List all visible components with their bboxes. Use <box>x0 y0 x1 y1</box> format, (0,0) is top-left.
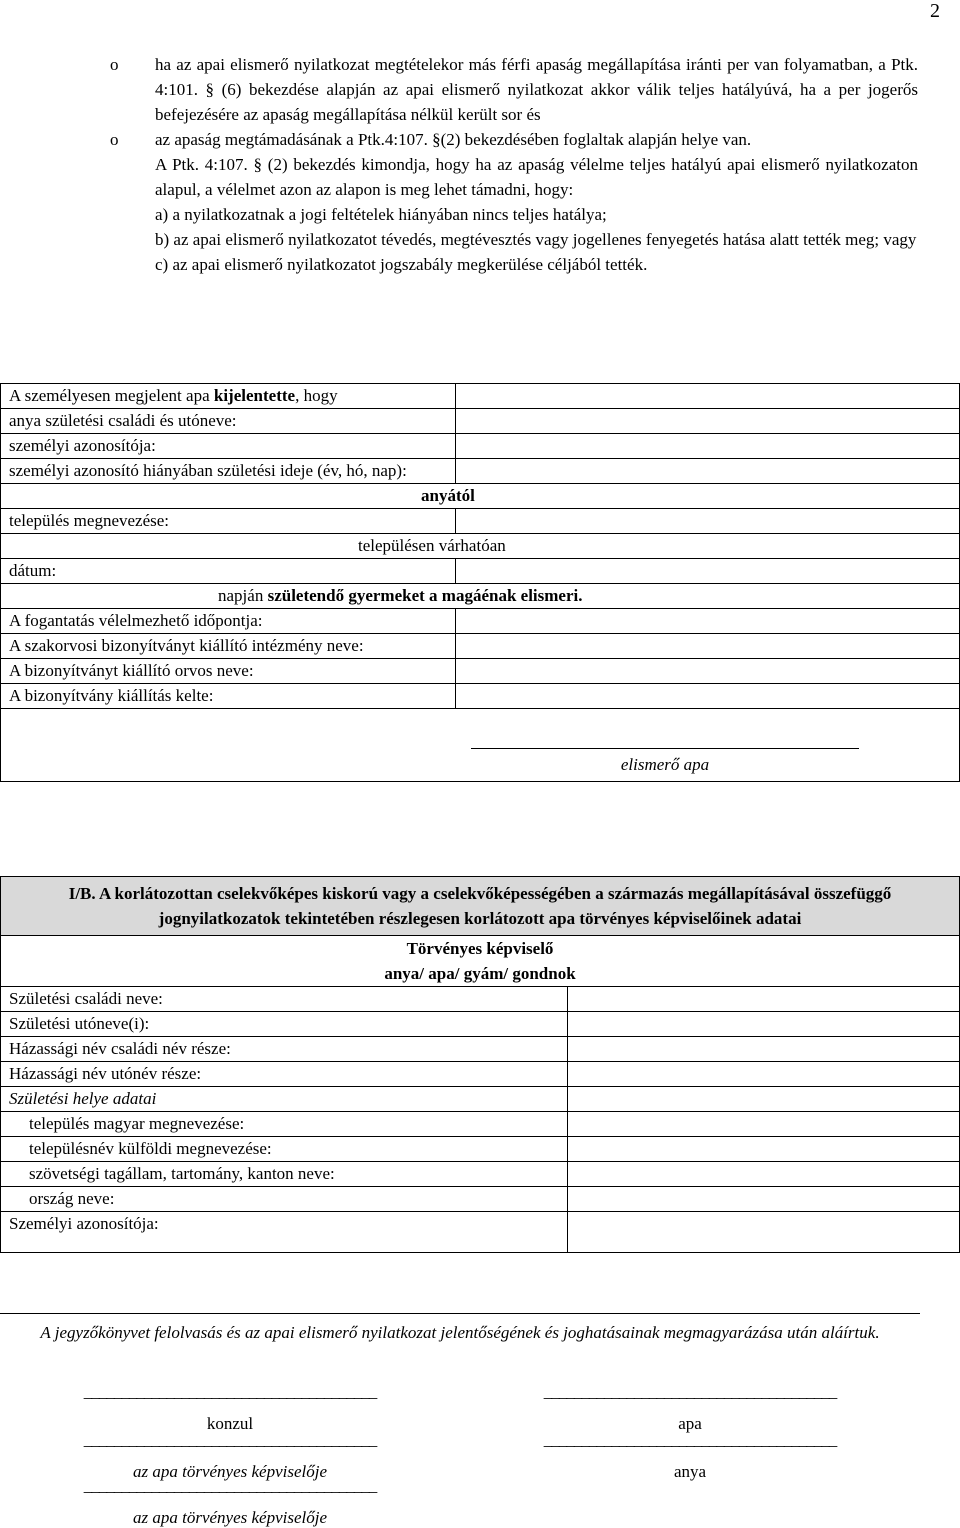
signature-line <box>471 748 859 749</box>
bullet-marker: o <box>110 55 119 74</box>
ptk-paragraph-line: b) az apai elismerő nyilatkozatot tévedés, megtévesztés vagy jogellenes fenyegetés hatása alatt tették meg; vagy <box>155 230 917 249</box>
consul-label: konzul <box>206 1414 254 1433</box>
subtitle-roles: anya/ apa/ gyám/ gondnok <box>384 964 576 983</box>
signature-line: _______________________________________ <box>83 1430 377 1449</box>
country-field[interactable] <box>568 1187 960 1212</box>
birthplace-heading-cell <box>568 1087 960 1112</box>
representative-table <box>0 876 960 1253</box>
personal-id-label: Személyi azonosítója: <box>1 1212 568 1253</box>
section-ib-subtitle <box>1 936 960 987</box>
declaration-intro <box>1 384 456 409</box>
conception-label: A fogantatás vélelmezhető időpontja: <box>1 609 456 634</box>
father-rep-1-label: az apa törvényes képviselője <box>132 1462 327 1481</box>
state-province-field[interactable] <box>568 1162 960 1187</box>
signature-line: _______________________________________ <box>543 1382 837 1401</box>
declaration-intro-bold: kijelentette <box>213 386 296 405</box>
mother-name-label: anya születési családi és utóneve: <box>1 409 456 434</box>
bullet-text-2: az apaság megtámadásának a Ptk.4:107. §(2) bekezdésében foglaltak alapján helye van. <box>155 130 752 149</box>
bullet-text-1: ha az apai elismerő nyilatkozat megtételekor más férfi apaság megállapítása iránti per van folyamatban, a Ptk. 4:101. § (6) bekezdése alapján az apai elismerő nyilatkozat akkor válik teljes hatályúvá, ha a per jogerős befejezésére az apaság megállapítása nélkül került sor és <box>155 55 918 124</box>
signature-line: _______________________________________ <box>543 1430 837 1449</box>
declaration-intro-text: A személyesen megjelent apa <box>9 386 214 405</box>
page-number: 2 <box>930 0 940 22</box>
ptk-paragraph <box>155 152 918 277</box>
married-family-name-label: Házassági név családi név része: <box>1 1037 568 1062</box>
settlement-hu-field[interactable] <box>568 1112 960 1137</box>
settlement-foreign-field[interactable] <box>568 1137 960 1162</box>
expected-at-row: településen várhatóan <box>1 534 960 559</box>
father-rep-2-label: az apa törvényes képviselője <box>132 1508 327 1527</box>
birth-given-name-label: Születési utóneve(i): <box>1 1012 568 1037</box>
father-signature <box>510 1382 870 1434</box>
father-rep-2-signature <box>50 1476 410 1528</box>
declaration-intro-value[interactable] <box>456 384 960 409</box>
child-acknowledgement-row <box>1 584 960 609</box>
declaration-intro-suffix: , hogy <box>295 386 338 405</box>
ptk-paragraph-line: c) az apai elismerő nyilatkozatot jogszabály megkerülése céljából tették. <box>155 255 648 274</box>
certificate-institution-field[interactable] <box>456 634 960 659</box>
settlement-label: település megnevezése: <box>1 509 456 534</box>
doctor-label: A bizonyítványt kiállító orvos neve: <box>1 659 456 684</box>
conception-field[interactable] <box>456 609 960 634</box>
birth-date-label: személyi azonosító hiányában születési ideje (év, hó, nap): <box>1 459 456 484</box>
married-given-name-field[interactable] <box>568 1062 960 1087</box>
birth-date-field[interactable] <box>456 459 960 484</box>
settlement-foreign-label: településnév külföldi megnevezése: <box>1 1137 568 1162</box>
mother-name-field[interactable] <box>456 409 960 434</box>
legal-intro <box>110 52 918 277</box>
from-mother-row: anyától <box>1 484 960 509</box>
id-number-label: személyi azonosítója: <box>1 434 456 459</box>
signature-line: _______________________________________ <box>83 1476 377 1495</box>
settlement-field[interactable] <box>456 509 960 534</box>
married-given-name-label: Házassági név utónév része: <box>1 1062 568 1087</box>
bullet-item-2 <box>110 127 918 152</box>
bullet-item-1 <box>110 52 918 127</box>
birth-given-name-field[interactable] <box>568 1012 960 1037</box>
date-field[interactable] <box>456 559 960 584</box>
settlement-hu-label: település magyar megnevezése: <box>1 1112 568 1137</box>
birthplace-heading: Születési helye adatai <box>1 1087 568 1112</box>
father-rep-1-signature <box>50 1430 410 1482</box>
doctor-field[interactable] <box>456 659 960 684</box>
date-label: dátum: <box>1 559 456 584</box>
subtitle-representative: Törvényes képviselő <box>406 939 554 958</box>
closing-note: A jegyzőkönyvet felolvasás és az apai elismerő nyilatkozat jelentőségének és joghatásainak megmagyarázása után aláírtuk. <box>40 1323 880 1342</box>
state-province-label: szövetségi tagállam, tartomány, kanton neve: <box>1 1162 568 1187</box>
signature-line: _______________________________________ <box>83 1382 377 1401</box>
ptk-paragraph-line: A Ptk. 4:107. § (2) bekezdés kimondja, hogy ha az apaság vélelme teljes hatályú apai elismerő nyilatkozaton alapul, a vélelmet azon az alapon is meg lehet támadni, hogy: <box>155 155 918 199</box>
divider-line <box>0 1313 920 1314</box>
married-family-name-field[interactable] <box>568 1037 960 1062</box>
birth-family-name-label: Születési családi neve: <box>1 987 568 1012</box>
id-number-field[interactable] <box>456 434 960 459</box>
father-label: apa <box>678 1414 702 1433</box>
section-ib-title: I/B. A korlátozottan cselekvőképes kiskorú vagy a cselekvőképességében a származás megállapításával összefüggő jognyilatkozatok tekintetében részlegesen korlátozott apa törvényes képviselőinek adatai <box>1 877 960 936</box>
bullet-marker: o <box>110 130 119 149</box>
cert-date-label: A bizonyítvány kiállítás kelte: <box>1 684 456 709</box>
birth-family-name-field[interactable] <box>568 987 960 1012</box>
mother-label: anya <box>673 1462 707 1481</box>
consul-signature <box>50 1382 410 1434</box>
cert-date-field[interactable] <box>456 684 960 709</box>
child-bold-text: születendő gyermeket a magáénak elismeri. <box>267 586 583 605</box>
personal-id-field[interactable] <box>568 1212 960 1253</box>
country-label: ország neve: <box>1 1187 568 1212</box>
signature-row <box>1 709 960 782</box>
certificate-institution-label: A szakorvosi bizonyítványt kiállító intézmény neve: <box>1 634 456 659</box>
mother-signature <box>510 1430 870 1482</box>
child-prefix: napján <box>218 586 268 605</box>
ptk-paragraph-line: a) a nyilatkozatnak a jogi feltételek hiányában nincs teljes hatálya; <box>155 205 607 224</box>
declaration-table <box>0 383 960 782</box>
signer-label: elismerő apa <box>620 755 710 774</box>
